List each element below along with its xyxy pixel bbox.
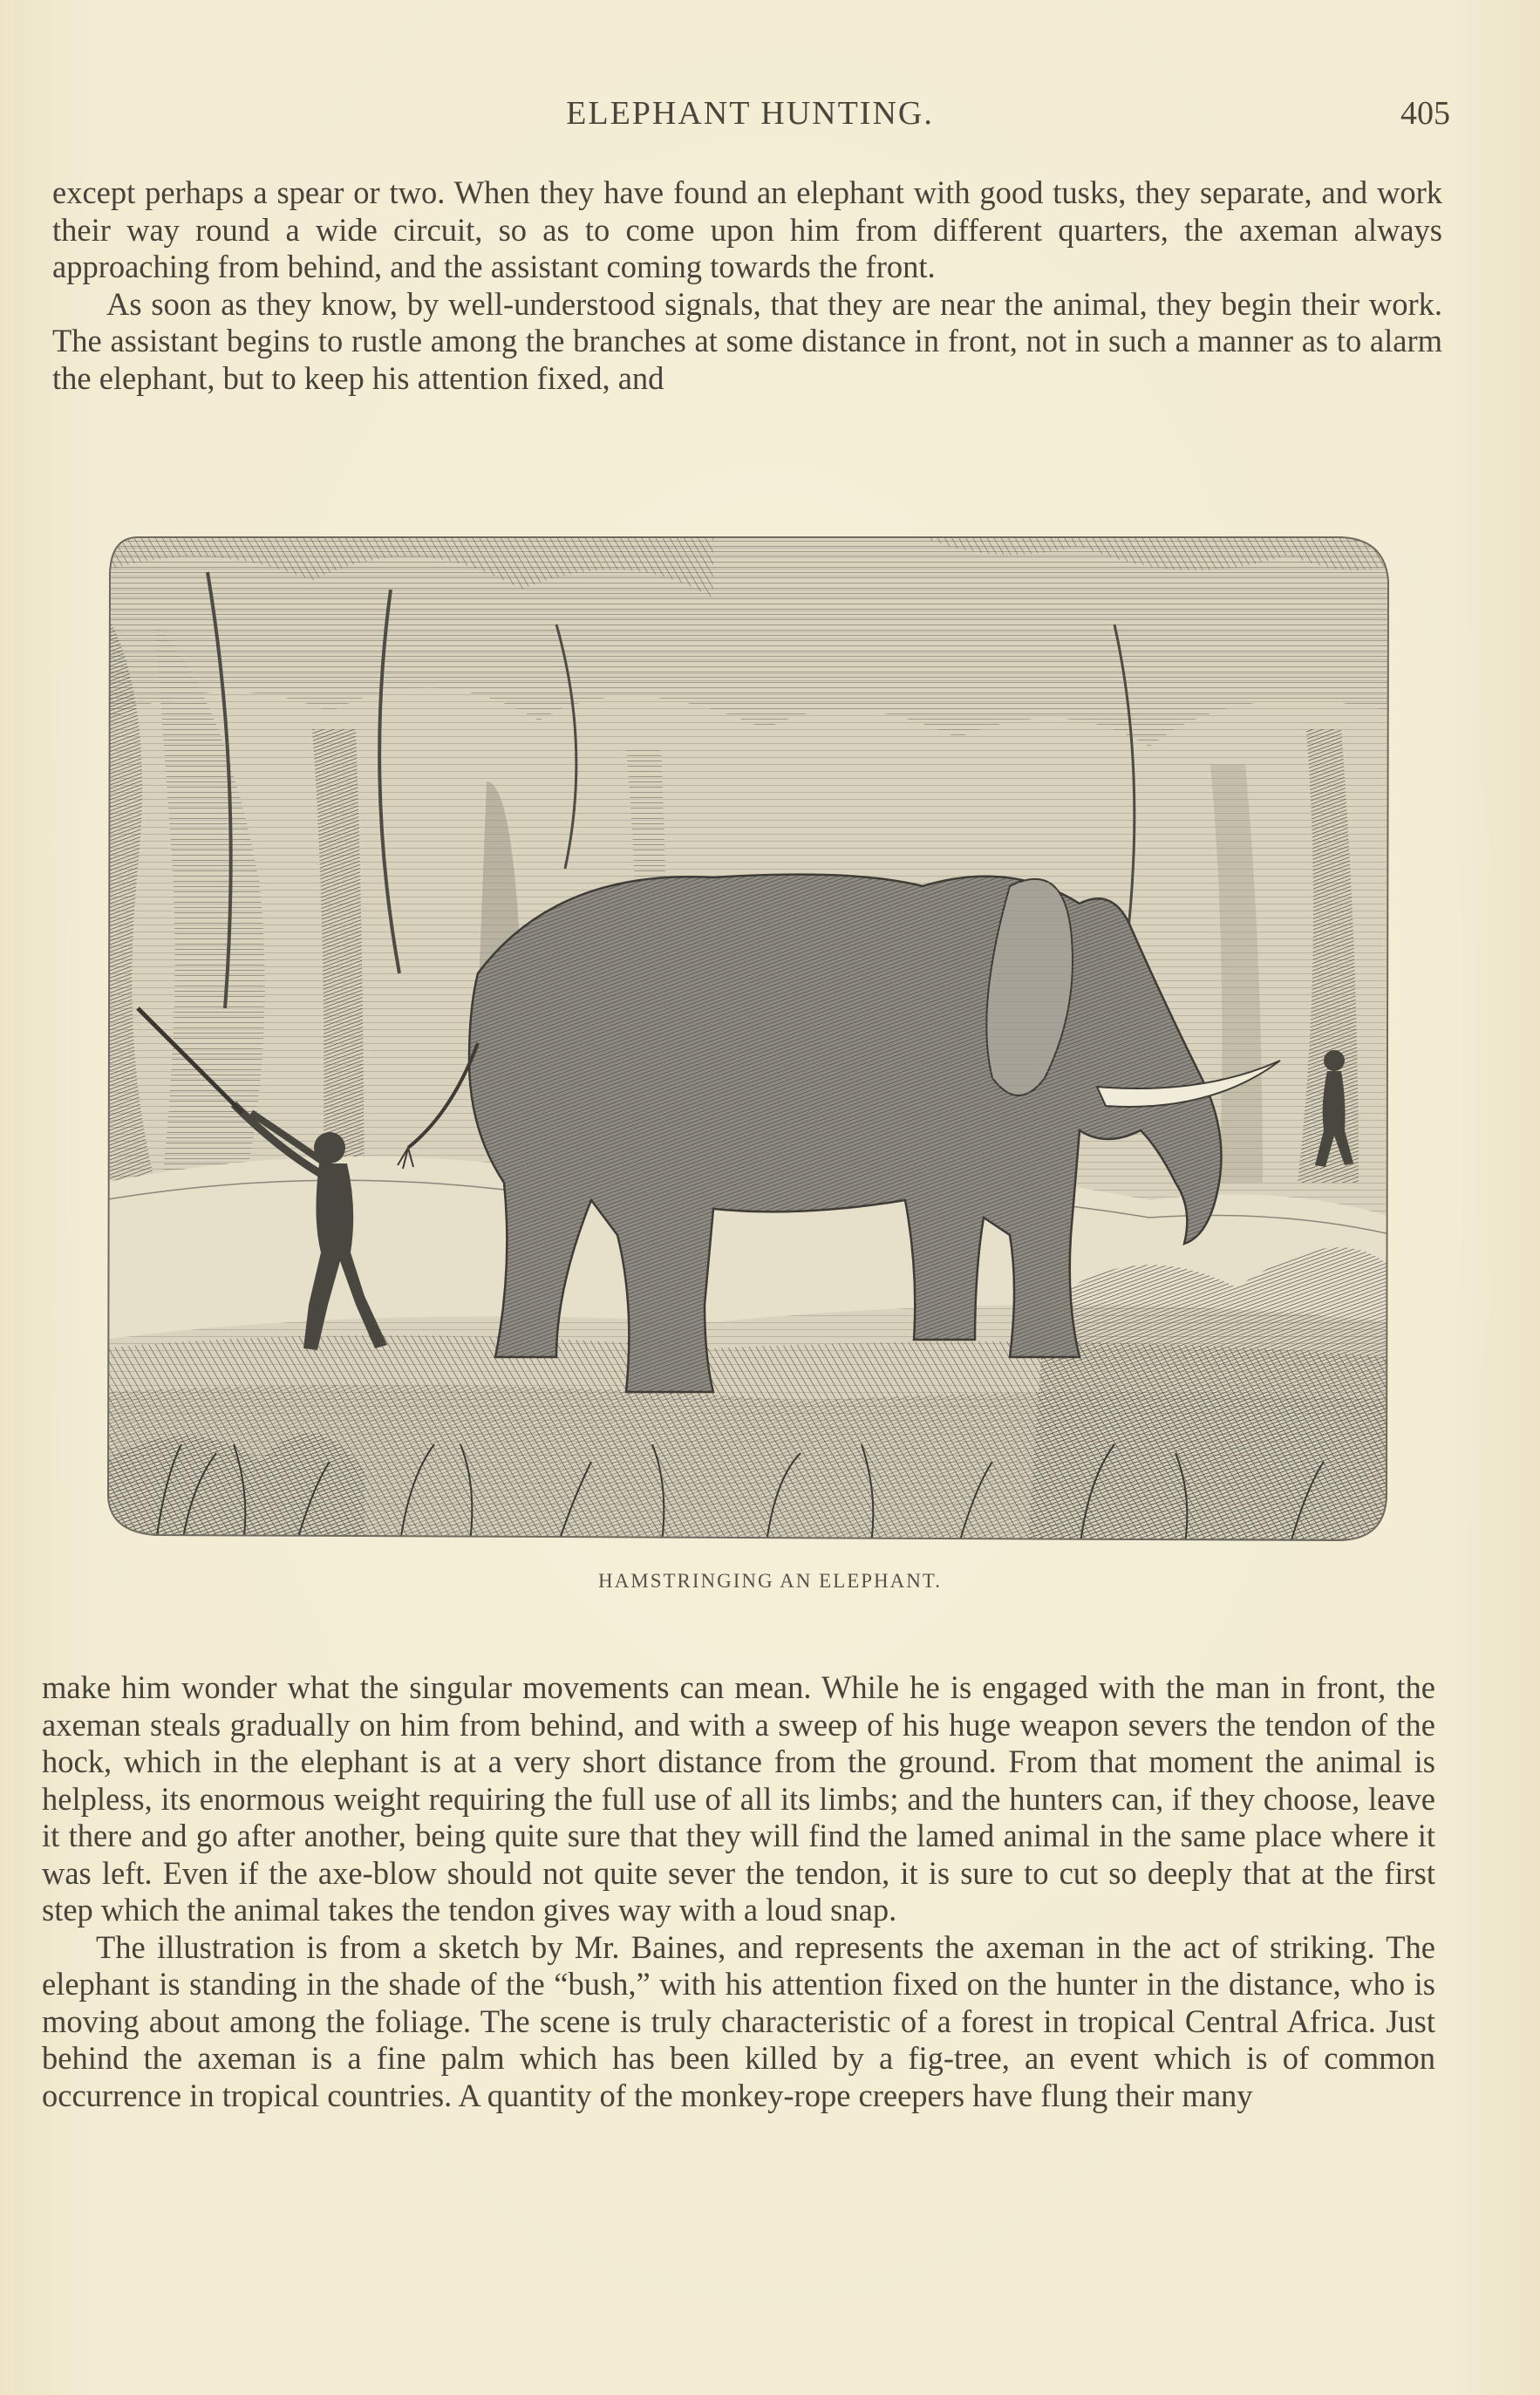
running-head <box>52 94 1448 147</box>
text-block-top <box>52 174 1442 397</box>
paragraph: except perhaps a spear or two. When they have found an elephant with good tusks, they separate, and work their way round a wide circuit, so as to come upon him from different quarters, the axeman always approaching from behind, and the assistant coming towards the front. <box>52 174 1442 284</box>
engraving-illustration <box>103 520 1393 1554</box>
running-title: ELEPHANT HUNTING. <box>566 95 934 132</box>
illustration-caption: HAMSTRINGING AN ELEPHANT. <box>598 1570 942 1592</box>
paragraph: make him wonder what the singular movements can mean. While he is engaged with the man in front, the axeman steals gradually on him from behind, and with a sweep of his huge weapon severs the tendon of the hock, which in the elephant is at a very short distance from the ground. From that moment the animal is helpless, its enormous weight requiring the full use of all its limbs; and the hunters can, if they choose, leave it there and go after another, being quite sure that they will find the lamed animal in the same place where it was left. Even if the axe-blow should not quite sever the tendon, it is sure to cut so deeply that at the first step which the animal takes the tendon gives way with a loud snap. <box>42 1669 1435 1928</box>
paragraph: The illustration is from a sketch by Mr. Baines, and represents the axeman in the act of striking. The elephant is standing in the shade of the “bush,” with his attention fixed on the hunter in the distance, who is moving about among the foliage. The scene is truly characteristic of a forest in tropical Central Africa. Just behind the axeman is a fine palm which has been killed by a fig-tree, an event which is of common occurrence in tropical countries. A quantity of the monkey-rope creepers have flung their many <box>42 1928 1435 2113</box>
hamstringing-engraving <box>103 520 1393 1554</box>
page-number: 405 <box>1400 95 1450 132</box>
paragraph: As soon as they know, by well-understood signals, that they are near the animal, they begin their work. The assistant begins to rustle among the branches at some distance in front, not in such a manner as to alarm the elephant, but to keep his attention fixed, and <box>52 285 1442 396</box>
text-block-bottom <box>42 1669 1435 2114</box>
